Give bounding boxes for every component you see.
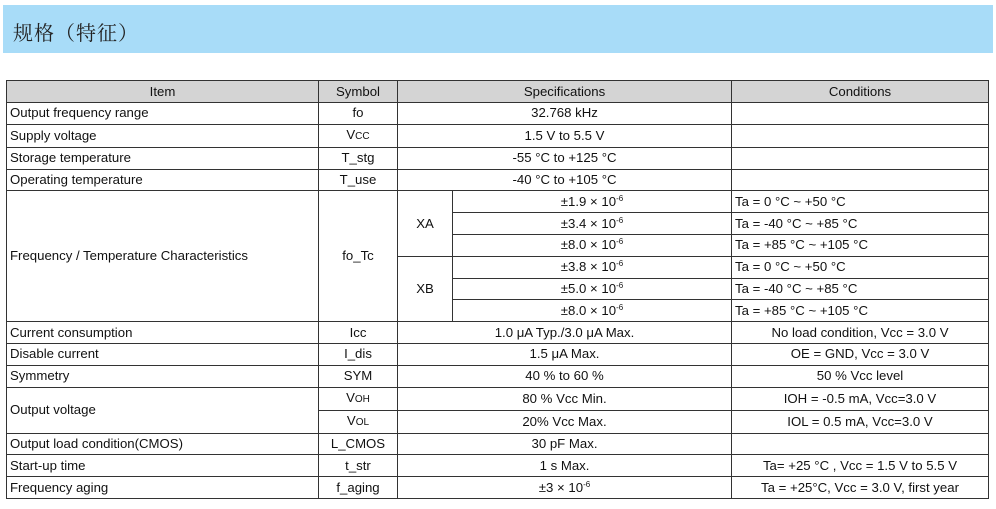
item-cell: Storage temperature	[7, 147, 319, 169]
spec-exponent: -6	[616, 280, 624, 290]
spec-cell: 20% Vcc Max.	[398, 410, 732, 433]
spec-cell: 1.5 V to 5.5 V	[398, 124, 732, 147]
table-row	[7, 124, 989, 147]
symbol-cell: fo_Tc	[319, 191, 398, 322]
spec-cell	[453, 213, 732, 235]
group-label-xa: XA	[398, 191, 453, 256]
condition-cell	[732, 169, 989, 191]
condition-cell: OE = GND, Vcc = 3.0 V	[732, 343, 989, 365]
condition-cell	[732, 147, 989, 169]
item-cell: Supply voltage	[7, 124, 319, 147]
spec-cell	[398, 477, 732, 499]
table-row	[7, 191, 989, 213]
spec-exponent: -6	[616, 193, 624, 203]
symbol-cell	[319, 124, 398, 147]
spec-exponent: -6	[616, 215, 624, 225]
item-cell: Symmetry	[7, 365, 319, 387]
item-cell: Output load condition(CMOS)	[7, 433, 319, 455]
section-title: 规格（特征）	[13, 21, 139, 45]
group-label-xb: XB	[398, 256, 453, 321]
spec-cell: 1.5 μA Max.	[398, 343, 732, 365]
item-cell: Current consumption	[7, 322, 319, 344]
spec-cell: 80 % Vcc Min.	[398, 387, 732, 410]
symbol-cell: t_str	[319, 455, 398, 477]
spec-cell: 1 s Max.	[398, 455, 732, 477]
spec-exponent: -6	[616, 259, 624, 269]
header-symbol: Symbol	[319, 81, 398, 103]
condition-cell: Ta = -40 °C ~ +85 °C	[732, 213, 989, 235]
spec-cell: -55 °C to +125 °C	[398, 147, 732, 169]
symbol-cell	[319, 410, 398, 433]
condition-cell: 50 % Vcc level	[732, 365, 989, 387]
spec-coefficient: ±1.9 × 10	[560, 193, 617, 209]
condition-cell: Ta = 0 °C ~ +50 °C	[732, 256, 989, 278]
table-row	[7, 343, 989, 365]
header-specifications: Specifications	[398, 81, 732, 103]
condition-cell: IOL = 0.5 mA, Vcc=3.0 V	[732, 410, 989, 433]
specifications-table	[6, 80, 989, 499]
table-row	[7, 103, 989, 125]
table-row	[7, 433, 989, 455]
condition-cell: Ta = +85 °C ~ +105 °C	[732, 300, 989, 322]
spec-cell: -40 °C to +105 °C	[398, 169, 732, 191]
table-row	[7, 455, 989, 477]
header-item: Item	[7, 81, 319, 103]
condition-cell: Ta = 0 °C ~ +50 °C	[732, 191, 989, 213]
condition-cell: Ta= +25 °C , Vcc = 1.5 V to 5.5 V	[732, 455, 989, 477]
spec-cell: 40 % to 60 %	[398, 365, 732, 387]
spec-cell	[453, 191, 732, 213]
table-header-row	[7, 81, 989, 103]
symbol-subscript: OH	[354, 393, 370, 405]
symbol-cell: T_use	[319, 169, 398, 191]
spec-coefficient: ±3.8 × 10	[560, 259, 617, 275]
spec-coefficient: ±5.0 × 10	[560, 280, 617, 296]
table-row	[7, 477, 989, 499]
condition-cell	[732, 103, 989, 125]
symbol-cell	[319, 387, 398, 410]
symbol-cell: T_stg	[319, 147, 398, 169]
condition-cell	[732, 433, 989, 455]
spec-cell	[453, 300, 732, 322]
symbol-cell: fo	[319, 103, 398, 125]
symbol-main: V	[346, 389, 355, 405]
spec-exponent: -6	[583, 479, 591, 489]
symbol-cell: L_CMOS	[319, 433, 398, 455]
symbol-cell: f_aging	[319, 477, 398, 499]
condition-cell: IOH = -0.5 mA, Vcc=3.0 V	[732, 387, 989, 410]
item-cell: Frequency aging	[7, 477, 319, 499]
spec-exponent: -6	[616, 302, 624, 312]
condition-cell: Ta = +85 °C ~ +105 °C	[732, 234, 989, 256]
condition-cell	[732, 124, 989, 147]
spec-coefficient: ±8.0 × 10	[560, 302, 617, 318]
item-cell: Frequency / Temperature Characteristics	[7, 191, 319, 322]
condition-cell: No load condition, Vcc = 3.0 V	[732, 322, 989, 344]
table-row	[7, 147, 989, 169]
spec-exponent: -6	[616, 237, 624, 247]
symbol-cell: Icc	[319, 322, 398, 344]
spec-cell	[453, 256, 732, 278]
header-conditions: Conditions	[732, 81, 989, 103]
condition-cell: Ta = -40 °C ~ +85 °C	[732, 278, 989, 300]
item-cell: Operating temperature	[7, 169, 319, 191]
spec-cell: 30 pF Max.	[398, 433, 732, 455]
spec-coefficient: ±8.0 × 10	[560, 237, 617, 253]
table-row	[7, 169, 989, 191]
condition-cell: Ta = +25°C, Vcc = 3.0 V, first year	[732, 477, 989, 499]
symbol-cell: I_dis	[319, 343, 398, 365]
spec-cell	[453, 234, 732, 256]
spec-cell	[453, 278, 732, 300]
item-cell: Disable current	[7, 343, 319, 365]
symbol-subscript: CC	[355, 130, 370, 142]
symbol-cell: SYM	[319, 365, 398, 387]
item-cell: Output frequency range	[7, 103, 319, 125]
item-cell: Output voltage	[7, 387, 319, 433]
item-cell: Start-up time	[7, 455, 319, 477]
symbol-subscript: OL	[355, 416, 370, 428]
symbol-main: V	[346, 412, 356, 428]
symbol-main: V	[346, 126, 356, 142]
table-row	[7, 387, 989, 410]
table-row	[7, 365, 989, 387]
spec-cell: 32.768 kHz	[398, 103, 732, 125]
section-header-bar	[3, 5, 993, 53]
spec-cell: 1.0 μA Typ./3.0 μA Max.	[398, 322, 732, 344]
table-row	[7, 322, 989, 344]
spec-coefficient: ±3 × 10	[538, 479, 584, 495]
spec-coefficient: ±3.4 × 10	[560, 215, 617, 231]
